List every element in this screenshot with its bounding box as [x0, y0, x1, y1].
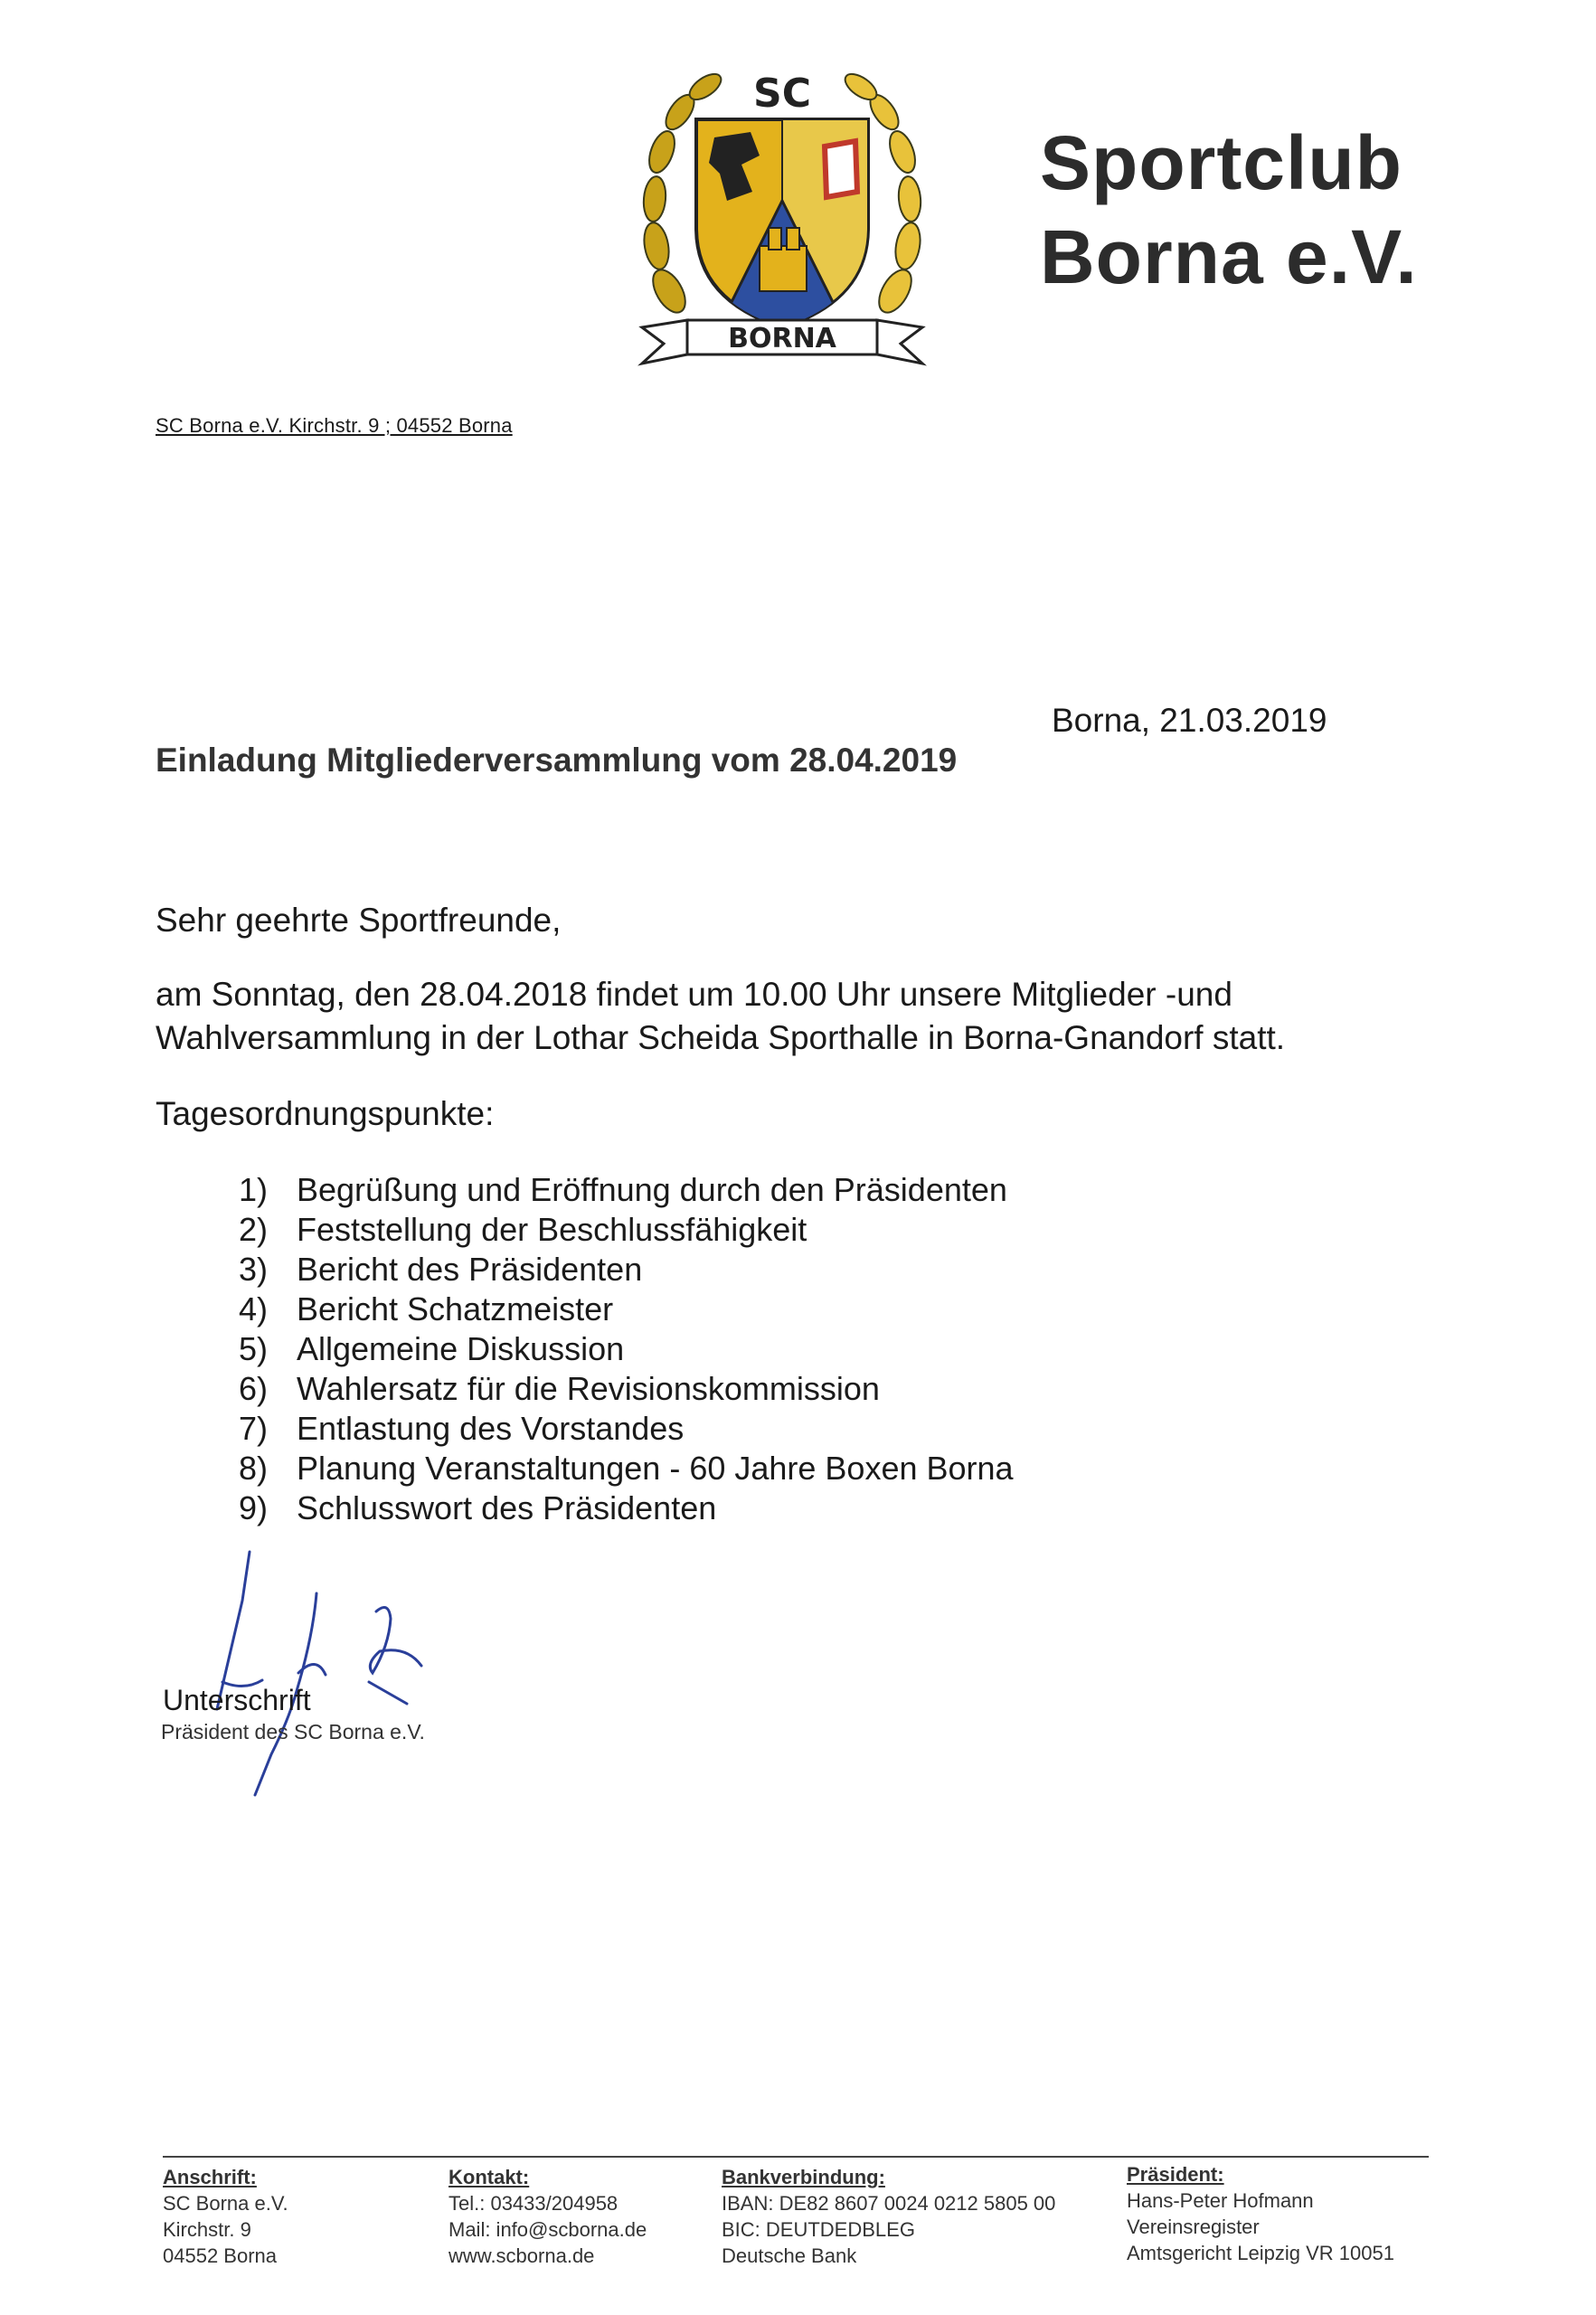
handwritten-signature — [136, 1546, 443, 1809]
signature-label: Unterschrift — [163, 1684, 311, 1716]
club-name-line2: Borna e.V. — [1040, 214, 1418, 299]
footer-president — [1127, 2161, 1394, 2266]
agenda-item-text: Planung Veranstaltungen - 60 Jahre Boxen Borna — [297, 1450, 1014, 1487]
agenda-item-number: 3) — [238, 1251, 268, 1288]
place-date: Borna, 21.03.2019 — [1052, 702, 1327, 739]
agenda-item — [206, 1290, 1014, 1329]
agenda-item-number: 5) — [238, 1330, 268, 1367]
agenda-item-text: Entlastung des Vorstandes — [297, 1410, 685, 1447]
agenda-item-text: Wahlersatz für die Revisionskommission — [297, 1370, 880, 1407]
agenda-list — [206, 1170, 1014, 1528]
body-text-line: am Sonntag, den 28.04.2018 findet um 10.00 Uhr unsere Mitglieder -und — [156, 976, 1232, 1013]
agenda-item-number: 8) — [238, 1450, 268, 1487]
agenda-item — [206, 1369, 1014, 1409]
agenda-item — [206, 1170, 1014, 1210]
agenda-item-number: 6) — [238, 1370, 268, 1407]
footer-line: Tel.: 03433/204958 — [449, 2192, 619, 2215]
agenda-item-text: Allgemeine Diskussion — [297, 1330, 625, 1367]
body-text-line: Wahlversammlung in der Lothar Scheida Sporthalle in Borna-Gnandorf statt. — [156, 1019, 1286, 1056]
footer-line: Amtsgericht Leipzig VR 10051 — [1127, 2242, 1394, 2264]
agenda-item-text: Feststellung der Beschlussfähigkeit — [297, 1211, 807, 1248]
sender-address-line: SC Borna e.V. Kirchstr. 9 ; 04552 Borna — [156, 414, 513, 437]
agenda-item — [206, 1488, 1014, 1528]
agenda-item-text: Begrüßung und Eröffnung durch den Präsidenten — [297, 1171, 1007, 1208]
footer-heading: Bankverbindung: — [722, 2166, 885, 2188]
footer-address — [163, 2164, 288, 2269]
footer-line: Kirchstr. 9 — [163, 2218, 251, 2241]
agenda-item — [206, 1409, 1014, 1449]
agenda-item-number: 1) — [238, 1171, 268, 1208]
agenda-item — [206, 1210, 1014, 1250]
signature-subtitle: Präsident des SC Borna e.V. — [161, 1720, 425, 1743]
agenda-item-number: 9) — [238, 1489, 268, 1526]
letter-subject: Einladung Mitgliederversammlung vom 28.04.2019 — [156, 742, 958, 779]
club-name-line1: Sportclub — [1040, 120, 1402, 205]
agenda-item-text: Bericht Schatzmeister — [297, 1290, 614, 1328]
agenda-item — [206, 1250, 1014, 1290]
agenda-item-text: Bericht des Präsidenten — [297, 1251, 643, 1288]
footer-heading: Kontakt: — [449, 2166, 530, 2188]
footer-line: Deutsche Bank — [722, 2244, 857, 2267]
footer-heading: Präsident: — [1127, 2163, 1224, 2186]
footer-line: Vereinsregister — [1127, 2216, 1260, 2238]
footer-line: 04552 Borna — [163, 2244, 277, 2267]
footer-line: BIC: DEUTDEDBLEG — [722, 2218, 915, 2241]
agenda-item-number: 2) — [238, 1211, 268, 1248]
footer-line: IBAN: DE82 8607 0024 0212 5805 00 — [722, 2192, 1056, 2215]
agenda-item — [206, 1329, 1014, 1369]
footer-email-link[interactable]: Mail: info@scborna.de — [449, 2218, 647, 2241]
agenda-item-number: 7) — [238, 1410, 268, 1447]
club-name — [1040, 116, 1418, 304]
footer-heading: Anschrift: — [163, 2166, 257, 2188]
footer-contact — [449, 2164, 647, 2269]
footer-line: SC Borna e.V. — [163, 2192, 288, 2215]
footer-divider — [163, 2156, 1429, 2158]
agenda-item-number: 4) — [238, 1290, 268, 1328]
svg-text:SC: SC — [753, 71, 811, 117]
club-crest-logo — [633, 56, 931, 374]
svg-text:BORNA: BORNA — [728, 323, 836, 354]
agenda-item — [206, 1449, 1014, 1488]
agenda-item-text: Schlusswort des Präsidenten — [297, 1489, 717, 1526]
salutation: Sehr geehrte Sportfreunde, — [156, 902, 562, 939]
footer-line: Hans-Peter Hofmann — [1127, 2189, 1314, 2212]
footer-bank — [722, 2164, 1055, 2269]
footer-website-link[interactable]: www.scborna.de — [449, 2244, 595, 2267]
agenda-heading: Tagesordnungspunkte: — [156, 1095, 495, 1132]
